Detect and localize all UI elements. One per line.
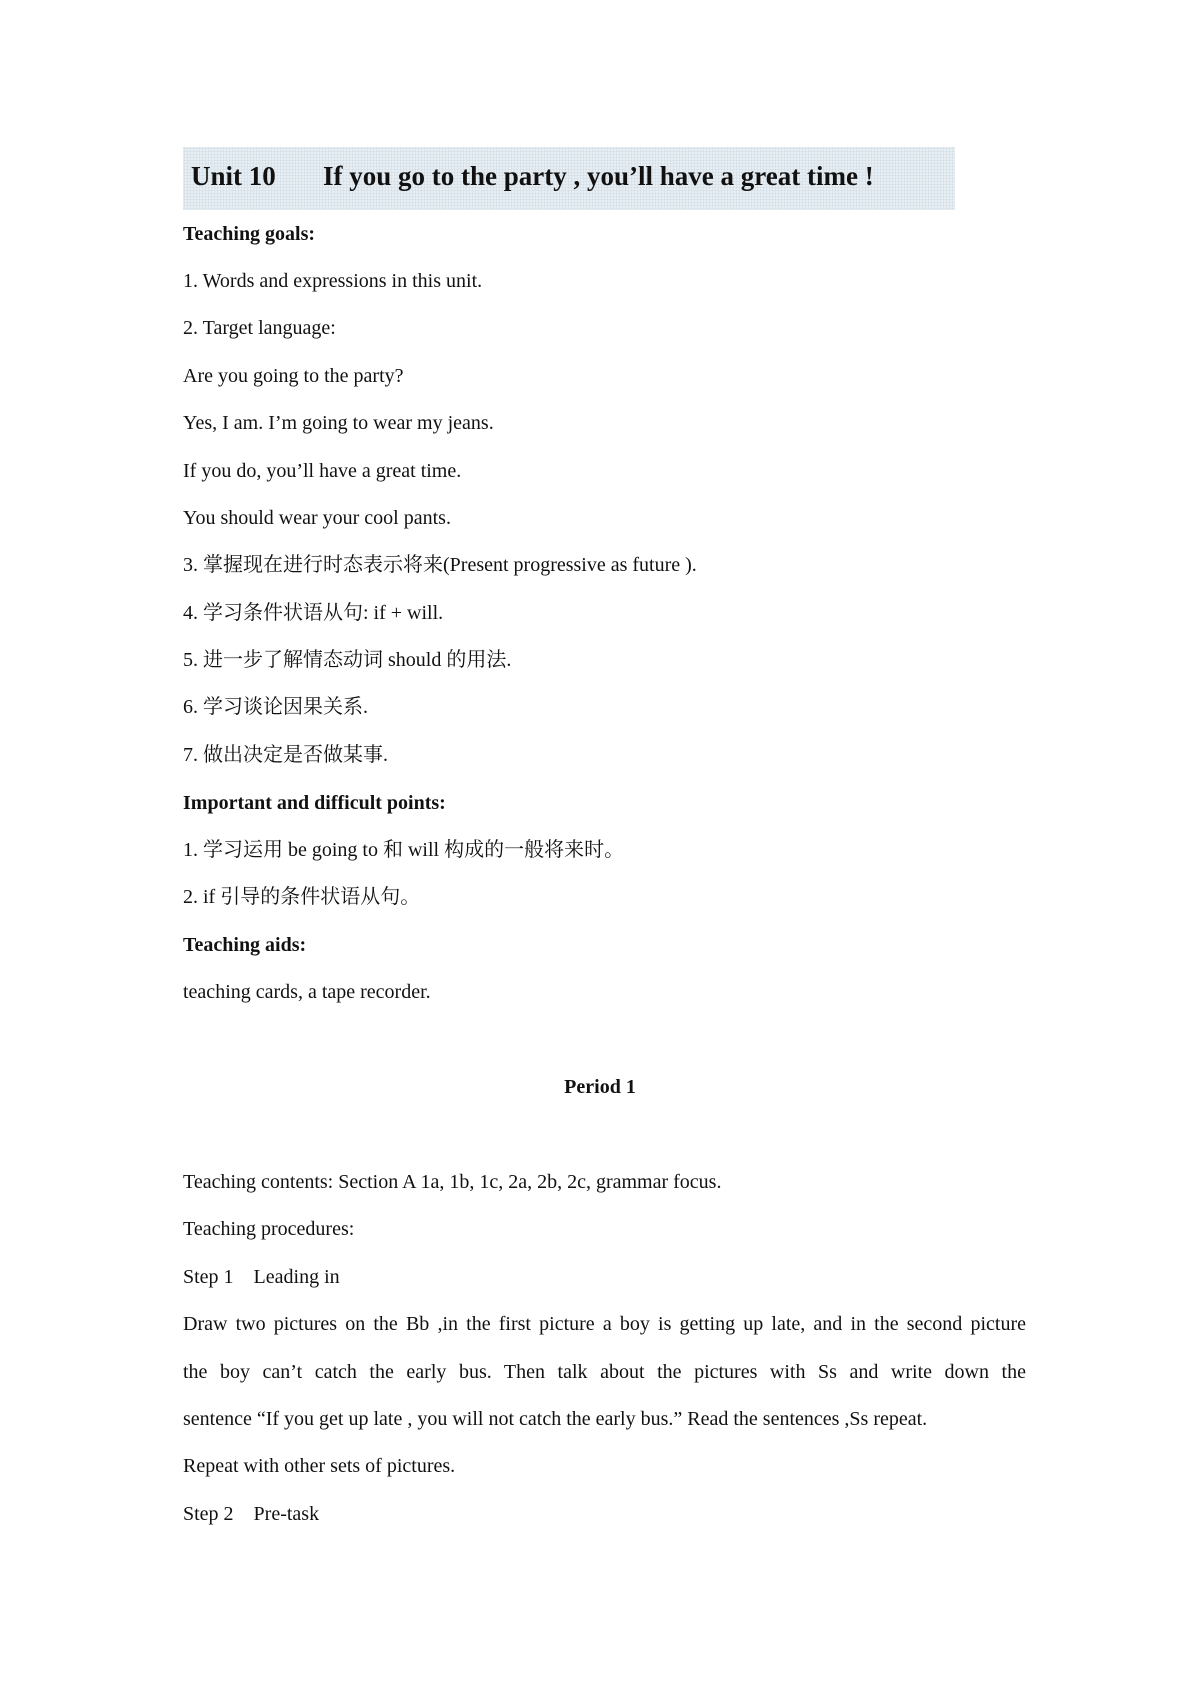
step1-paragraph-line: the boy can’t catch the early bus. Then talk about the pictures with Ss and write down the (183, 1361, 1026, 1383)
goal-line: 4. 学习条件状语从句: if + will. (183, 602, 444, 624)
teaching-aids-heading: Teaching aids: (183, 934, 307, 956)
important-points-heading: Important and difficult points: (183, 792, 446, 814)
unit-title-banner (183, 147, 955, 210)
goal-line: 2. Target language: (183, 317, 336, 339)
point-line: 1. 学习运用 be going to 和 will 构成的一般将来时。 (183, 839, 625, 861)
goal-line: Are you going to the party? (183, 365, 404, 387)
step1-paragraph-line: Repeat with other sets of pictures. (183, 1455, 456, 1477)
unit-title: If you go to the party , you’ll have a great time ! (323, 161, 874, 191)
unit-number: Unit 10 (191, 161, 276, 191)
goal-line: 7. 做出决定是否做某事. (183, 744, 388, 766)
step1-paragraph-line: sentence “If you get up late , you will not catch the early bus.” Read the sentences ,Ss repeat. (183, 1408, 928, 1430)
goal-line: 5. 进一步了解情态动词 should 的用法. (183, 649, 512, 671)
goal-line: You should wear your cool pants. (183, 507, 451, 529)
goal-line: 1. Words and expressions in this unit. (183, 270, 483, 292)
goal-line: Yes, I am. I’m going to wear my jeans. (183, 412, 494, 434)
period-title: Period 1 (564, 1076, 636, 1098)
teaching-contents: Teaching contents: Section A 1a, 1b, 1c, 2a, 2b, 2c, grammar focus. (183, 1171, 722, 1193)
goal-line: If you do, you’ll have a great time. (183, 460, 462, 482)
teaching-goals-heading: Teaching goals: (183, 223, 316, 245)
point-line: 2. if 引导的条件状语从句。 (183, 886, 421, 908)
step2-label: Step 2 Pre-task (183, 1503, 320, 1525)
goal-line: 6. 学习谈论因果关系. (183, 696, 368, 718)
step1-paragraph-line: Draw two pictures on the Bb ,in the first picture a boy is getting up late, and in the second picture (183, 1313, 1026, 1335)
teaching-aids-text: teaching cards, a tape recorder. (183, 981, 431, 1003)
step1-label: Step 1 Leading in (183, 1266, 340, 1288)
goal-line: 3. 掌握现在进行时态表示将来(Present progressive as future ). (183, 554, 697, 576)
teaching-procedures-label: Teaching procedures: (183, 1218, 355, 1240)
